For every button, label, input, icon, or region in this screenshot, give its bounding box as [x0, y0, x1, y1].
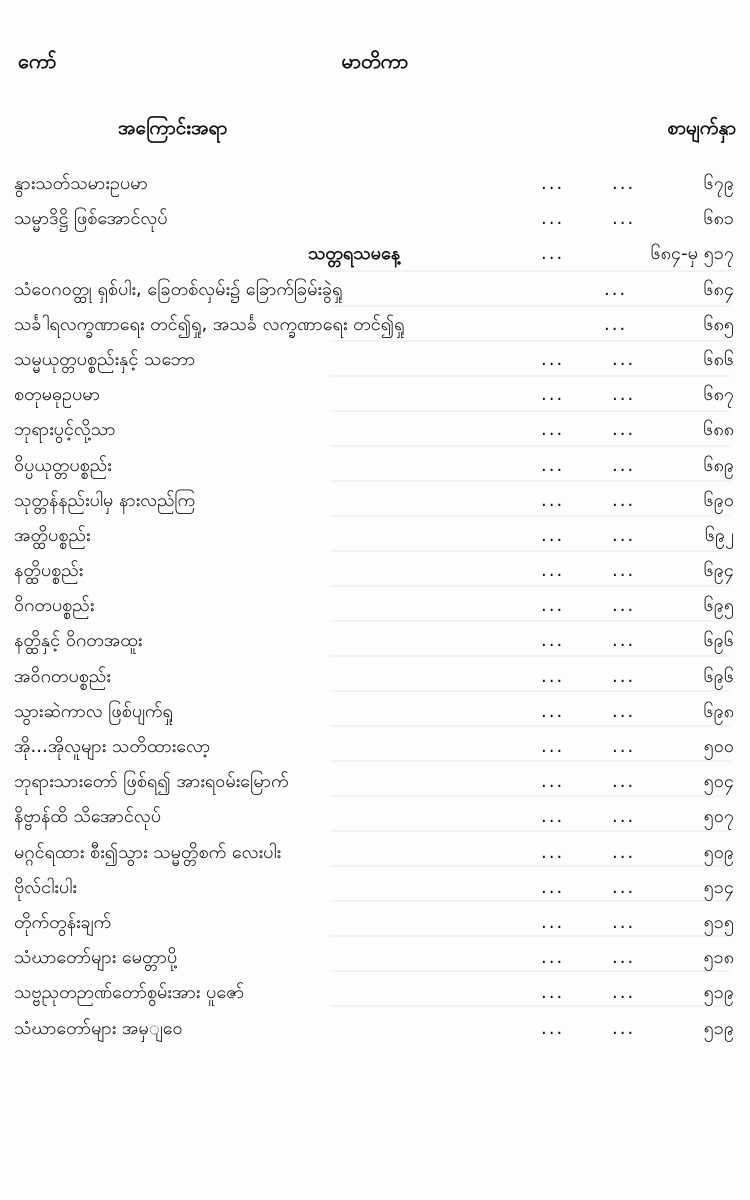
toc-entry — [0, 342, 750, 377]
toc-entry — [0, 448, 750, 483]
leader-dots: ... — [541, 524, 565, 546]
leader-dots: ... — [612, 173, 636, 194]
leader-dots: ... — [612, 841, 636, 863]
toc-entry-page-number: ၆၉၄ — [703, 560, 734, 582]
leader-dots: ... — [612, 700, 636, 722]
leader-dots: ... — [612, 630, 636, 652]
leader-dots: ... — [541, 173, 565, 194]
toc-entry-title: သုတ္တန်နည်းပါမှ နားလည်ကြ — [14, 489, 196, 511]
toc-entry-page-number: ၆၇၉ — [703, 173, 734, 194]
toc-entry — [0, 905, 750, 940]
toc-entry-title: သမ္မာဒိဋ္ဌိ ဖြစ်အောင်လုပ် — [14, 208, 168, 230]
leader-dots: ... — [612, 947, 636, 969]
leader-dots: ... — [541, 419, 565, 441]
leader-dots: ... — [612, 806, 636, 828]
leader-dots: ... — [541, 806, 565, 828]
toc-entry-title: ဘုရားပွင့်လို့သာ — [14, 419, 116, 441]
toc-entry-page-number: ၆၈၆ — [703, 348, 734, 370]
toc-entry-title: သတ္တရသမနေ့ — [308, 243, 401, 265]
leader-dots: ... — [541, 560, 565, 582]
toc-entry — [0, 483, 750, 518]
toc-entry-page-number: ၆၈၈ — [703, 419, 734, 441]
toc-entry-title: နိဗ္ဗာန်ထိ သိအောင်လုပ် — [14, 806, 161, 828]
toc-entry — [0, 870, 750, 905]
leader-dots: ... — [612, 419, 636, 441]
toc-entry-title: ဝိဂတပစ္စည်း — [14, 595, 95, 617]
toc-entry — [0, 412, 750, 447]
toc-entry-page-number: ၆၉၆ — [703, 665, 734, 687]
leader-dots: ... — [541, 384, 565, 406]
toc-entry — [0, 272, 750, 307]
toc-entry-page-number: ၅၁၉ — [703, 982, 734, 1004]
toc-entry-page-number: ၆၈၄ — [703, 278, 734, 300]
column-headers — [0, 116, 750, 152]
toc-entry-title: နတ္ထိနှင့် ဝိဂတအထူး — [14, 630, 143, 652]
leader-dots: ... — [612, 665, 636, 687]
toc-entry — [0, 764, 750, 799]
toc-entry-title: ဝိပ္ပယုတ္တပစ္စည်း — [14, 454, 112, 476]
leader-dots: ... — [541, 982, 565, 1004]
toc-entry-title: သံဃာတော်များ မေတ္တာပို့ — [14, 947, 178, 969]
toc-entry-title: ဗိုလ်ငါးပါး — [14, 876, 77, 898]
leader-dots: ... — [541, 489, 565, 511]
page-header — [0, 48, 750, 88]
leader-dots: ... — [541, 454, 565, 476]
toc-entry — [0, 201, 750, 236]
toc-entry — [0, 623, 750, 658]
toc-entry — [0, 553, 750, 588]
leader-dots: ... — [612, 736, 636, 757]
toc-entry-title: ဘုရားသားတော် ဖြစ်ရ၍ အားရဝမ်းမြောက် — [14, 771, 289, 793]
leader-dots: ... — [612, 982, 636, 1004]
page-column-header: စာမျက်နှာ — [667, 117, 736, 139]
leader-dots: ... — [612, 384, 636, 406]
toc-section-heading — [0, 236, 750, 271]
leader-dots: ... — [541, 243, 565, 265]
toc-entry-page-number: ၅၁၅ — [703, 911, 734, 933]
leader-dots: ... — [612, 454, 636, 476]
toc-entry — [0, 518, 750, 553]
toc-entry-page-number: ၆၉၅ — [703, 595, 734, 617]
toc-entry — [0, 166, 750, 201]
toc-entry-page-number: ၆၈၇ — [703, 384, 734, 406]
leader-dots: ... — [604, 278, 628, 300]
leader-dots: ... — [612, 876, 636, 898]
toc-entry-title: အတ္ထိပစ္စည်း — [14, 524, 91, 546]
leader-dots: ... — [612, 348, 636, 370]
topic-column-header: အကြောင်းအရာ — [118, 117, 228, 139]
toc-entry-title: အို...အိုလူများ သတိထားလော့ — [14, 736, 211, 757]
toc-entry-title: သံဃာတော်များ အမှျဝေ — [14, 1017, 183, 1039]
toc-entry — [0, 975, 750, 1010]
toc-entry-title: သင်္ခါရလက္ခဏာရေး တင်၍ရှု, အသင်္ခ လက္ခဏာရေး တင်၍ရှု — [14, 313, 405, 335]
leader-dots: ... — [612, 911, 636, 933]
toc-entry — [0, 729, 750, 764]
leader-dots: ... — [604, 313, 628, 335]
leader-dots: ... — [612, 595, 636, 617]
toc-entry — [0, 799, 750, 834]
toc-entry — [0, 377, 750, 412]
toc-entry — [0, 1011, 750, 1046]
toc-entry — [0, 588, 750, 623]
toc-entry-title: နတ္ထိပစ္စည်း — [14, 560, 84, 582]
toc-entry-page-number: ၆၈၁ — [703, 208, 734, 230]
leader-dots: ... — [541, 1017, 565, 1039]
toc-entry — [0, 694, 750, 729]
leader-dots: ... — [541, 595, 565, 617]
toc-entry-title: စတုမဓုဥပမာ — [14, 384, 100, 406]
toc-list — [0, 166, 750, 1046]
leader-dots: ... — [541, 736, 565, 757]
toc-entry — [0, 307, 750, 342]
leader-dots: ... — [612, 771, 636, 793]
leader-dots: ... — [541, 841, 565, 863]
toc-entry-page-number: ၆၉၈ — [703, 700, 734, 722]
leader-dots: ... — [612, 524, 636, 546]
toc-entry-page-number: ၆၉၀ — [703, 489, 734, 511]
toc-entry-page-number: ၆၉၂ — [704, 524, 734, 546]
toc-entry-page-number: ၆၈၉ — [703, 454, 734, 476]
leader-dots: ... — [541, 771, 565, 793]
leader-dots: ... — [541, 630, 565, 652]
toc-entry — [0, 835, 750, 870]
leader-dots: ... — [541, 947, 565, 969]
toc-entry-page-number: ၅၀၇ — [703, 806, 734, 828]
toc-entry-title: သမ္မယုတ္တပစ္စည်းနှင့် သဘော — [14, 348, 196, 370]
leader-dots: ... — [541, 700, 565, 722]
leader-dots: ... — [612, 1017, 636, 1039]
page-title: မာတိကာ — [341, 49, 409, 73]
toc-entry-title: မဂ္ဂင်ရထား စီး၍သွား သမ္မတ္တိစက် လေးပါး — [14, 841, 282, 863]
toc-entry — [0, 940, 750, 975]
toc-entry-title: တိုက်တွန်းချက် — [14, 911, 112, 933]
leader-dots: ... — [612, 208, 636, 230]
toc-entry-page-number: ၆၉၆ — [703, 630, 734, 652]
toc-entry-page-number: ၅၀၀ — [703, 736, 734, 757]
toc-entry-page-number: ၅၀၄ — [703, 771, 734, 793]
leader-dots: ... — [612, 560, 636, 582]
toc-entry-page-number: ၅၁၉ — [703, 1017, 734, 1039]
toc-entry-page-number: ၆၈၅ — [703, 313, 734, 335]
leader-dots: ... — [541, 348, 565, 370]
toc-entry-title: သံဝေဂဝတ္ထု ရှစ်ပါး, ခြေတစ်လှမ်း၌ ခြောက်ခြမ်းခွဲရှု — [14, 278, 343, 300]
toc-entry-page-number: ၅၀၉ — [703, 841, 734, 863]
leader-dots: ... — [541, 911, 565, 933]
leader-dots: ... — [541, 876, 565, 898]
leader-dots: ... — [612, 489, 636, 511]
toc-entry-page-number: ၅၁၈ — [703, 947, 734, 969]
header-left-text: ကော် — [18, 49, 57, 73]
toc-entry-title: သဗ္ဗညုတဉာဏ်တော်စွမ်းအား ပူဇော် — [14, 982, 245, 1004]
leader-dots: ... — [541, 665, 565, 687]
leader-dots: ... — [541, 208, 565, 230]
toc-entry-page-number: ၅၁၄ — [703, 876, 734, 898]
toc-entry-title: သွားဆဲကာလ ဖြစ်ပျက်ရှု — [14, 700, 173, 722]
toc-entry-page-number: ၆၈၄-မှ ၅၁၇ — [650, 243, 734, 265]
toc-entry — [0, 659, 750, 694]
toc-entry-title: နွားသတ်သမားဥပမာ — [14, 173, 148, 194]
toc-entry-title: အဝိဂတပစ္စည်း — [14, 665, 111, 687]
